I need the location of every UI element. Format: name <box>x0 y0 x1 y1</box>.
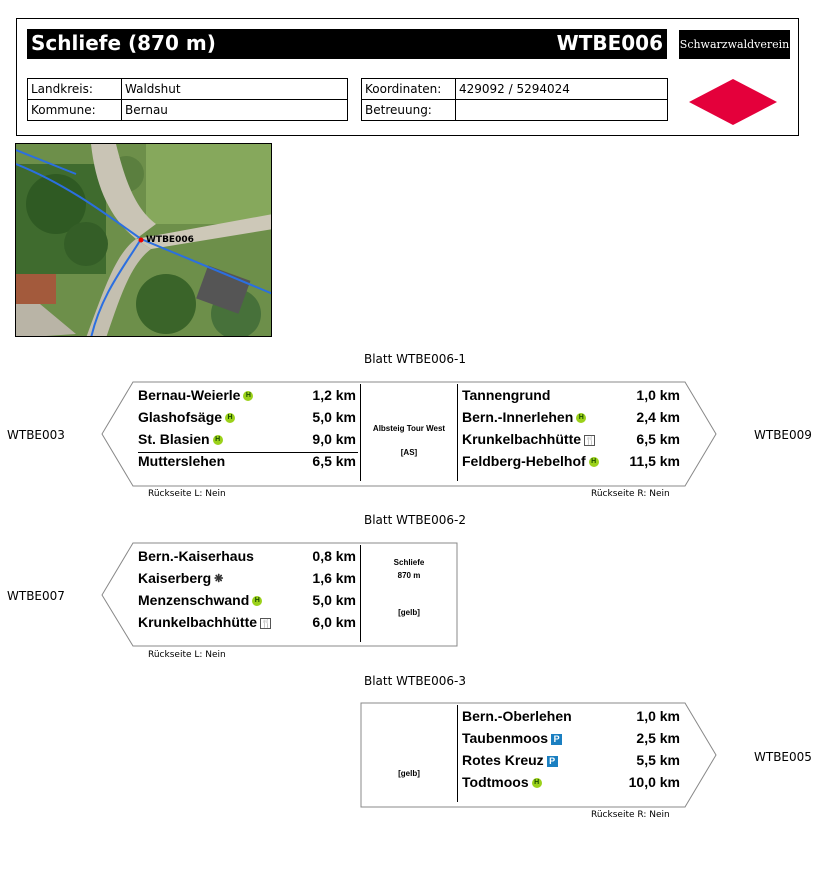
destination-distance: 0,8 km <box>312 548 356 564</box>
destination-name: Bern.-Oberlehen <box>462 708 572 724</box>
destination-distance: 6,0 km <box>312 614 356 630</box>
destination-name: Todtmoos H <box>462 771 680 793</box>
destination-row <box>138 384 356 406</box>
destination-distance: 1,2 km <box>312 387 356 403</box>
bus-icon: H <box>589 457 599 467</box>
sign1-left-rows <box>138 384 356 472</box>
destination-row <box>462 727 680 749</box>
sign1-route-code: [AS] <box>400 448 418 457</box>
sign2-location-name: Schliefe <box>393 558 425 567</box>
sign3-right-rows <box>462 705 680 793</box>
sign1-back-right: Rückseite R: Nein <box>591 489 670 499</box>
page-title: Schliefe (870 m) <box>31 31 216 55</box>
sign1-left-target: WTBE003 <box>7 428 65 442</box>
destination-row <box>462 450 680 472</box>
destination-row <box>138 406 356 428</box>
destination-row <box>462 406 680 428</box>
landkreis-value: Waldshut <box>122 79 348 100</box>
betreuung-label: Betreuung: <box>362 100 456 121</box>
sheet-title-3: Blatt WTBE006-3 <box>363 674 467 688</box>
destination-name: Krunkelbachhütte 🍴 <box>462 431 595 447</box>
destination-name: Bernau-Weierle H <box>138 384 356 406</box>
sign1-left-divider <box>360 384 361 481</box>
sign2-route-color: [gelb] <box>398 608 420 617</box>
destination-row <box>138 545 356 567</box>
bus-icon: H <box>532 778 542 788</box>
sign2-back-left: Rückseite L: Nein <box>148 650 226 660</box>
parking-icon: P <box>551 734 562 745</box>
destination-name: Glashofsäge H <box>138 406 356 428</box>
landkreis-label: Landkreis: <box>28 79 122 100</box>
destination-distance: 10,0 km <box>628 774 680 790</box>
destination-distance: 6,5 km <box>636 431 680 447</box>
destination-distance: 1,0 km <box>636 387 680 403</box>
viewpoint-icon: ❋ <box>214 573 224 586</box>
sheet-title-2: Blatt WTBE006-2 <box>363 513 467 527</box>
destination-distance: 5,5 km <box>636 752 680 768</box>
kommune-label: Kommune: <box>28 100 122 121</box>
destination-distance: 2,4 km <box>636 409 680 425</box>
bus-icon: H <box>252 596 262 606</box>
destination-name: Bern.-Kaiserhaus <box>138 548 254 564</box>
bus-icon: H <box>576 413 586 423</box>
sign2-divider <box>360 545 361 642</box>
sign3-divider <box>457 705 458 802</box>
destination-name: Krunkelbachhütte 🍴 <box>138 614 271 630</box>
destination-name: Menzenschwand H <box>138 589 356 611</box>
destination-distance: 11,5 km <box>629 453 680 469</box>
destination-row <box>462 771 680 793</box>
bus-icon: H <box>243 391 253 401</box>
sign2-left-rows <box>138 545 356 633</box>
destination-row <box>138 428 356 450</box>
sign2-left-target: WTBE007 <box>7 589 65 603</box>
destination-name: St. Blasien H <box>138 428 356 450</box>
destination-row <box>462 384 680 406</box>
bus-icon: H <box>225 413 235 423</box>
destination-row <box>138 611 356 633</box>
destination-distance: 1,0 km <box>636 708 680 724</box>
destination-distance: 2,5 km <box>636 730 680 746</box>
sign1-right-divider <box>457 384 458 481</box>
destination-distance: 1,6 km <box>312 570 356 586</box>
destination-distance: 6,5 km <box>312 453 356 469</box>
koordinaten-label: Koordinaten: <box>362 79 456 100</box>
destination-row <box>462 705 680 727</box>
destination-row <box>138 567 356 589</box>
schwarzwaldverein-logo: Schwarzwaldverein <box>679 30 790 59</box>
sign1-right-rows <box>462 384 680 472</box>
destination-name: Tannengrund <box>462 387 551 403</box>
sign3-route-color: [gelb] <box>398 769 420 778</box>
destination-name: Feldberg-Hebelhof H <box>462 450 680 472</box>
destination-distance: 9,0 km <box>312 431 356 447</box>
restaurant-icon: 🍴 <box>585 435 595 445</box>
sign2-location-elevation: 870 m <box>397 571 421 580</box>
sheet-title-1: Blatt WTBE006-1 <box>363 352 467 366</box>
signpost-code: WTBE006 <box>556 31 663 55</box>
destination-row <box>462 749 680 771</box>
destination-row <box>138 589 356 611</box>
bus-icon: H <box>213 435 223 445</box>
destination-name: Kaiserberg ❋ <box>138 567 356 589</box>
destination-distance: 5,0 km <box>312 592 356 608</box>
destination-name: Taubenmoos P <box>462 727 680 749</box>
destination-name: Bern.-Innerlehen H <box>462 406 680 428</box>
destination-name: Mutterslehen <box>138 453 226 469</box>
restaurant-icon: 🍴 <box>261 618 271 628</box>
destination-row <box>462 428 680 450</box>
destination-row <box>138 450 356 472</box>
sign1-right-target: WTBE009 <box>754 428 812 442</box>
sign3-right-target: WTBE005 <box>754 750 812 764</box>
destination-distance: 5,0 km <box>312 409 356 425</box>
sign1-route-name: Albsteig Tour West <box>372 424 446 433</box>
sign1-back-left: Rückseite L: Nein <box>148 489 226 499</box>
map-marker-label: WTBE006 <box>146 235 194 245</box>
sign3-back-right: Rückseite R: Nein <box>591 810 670 820</box>
parking-icon: P <box>547 756 558 767</box>
koordinaten-value: 429092 / 5294024 <box>456 79 668 100</box>
destination-name: Rotes Kreuz P <box>462 749 680 771</box>
kommune-value: Bernau <box>122 100 348 121</box>
